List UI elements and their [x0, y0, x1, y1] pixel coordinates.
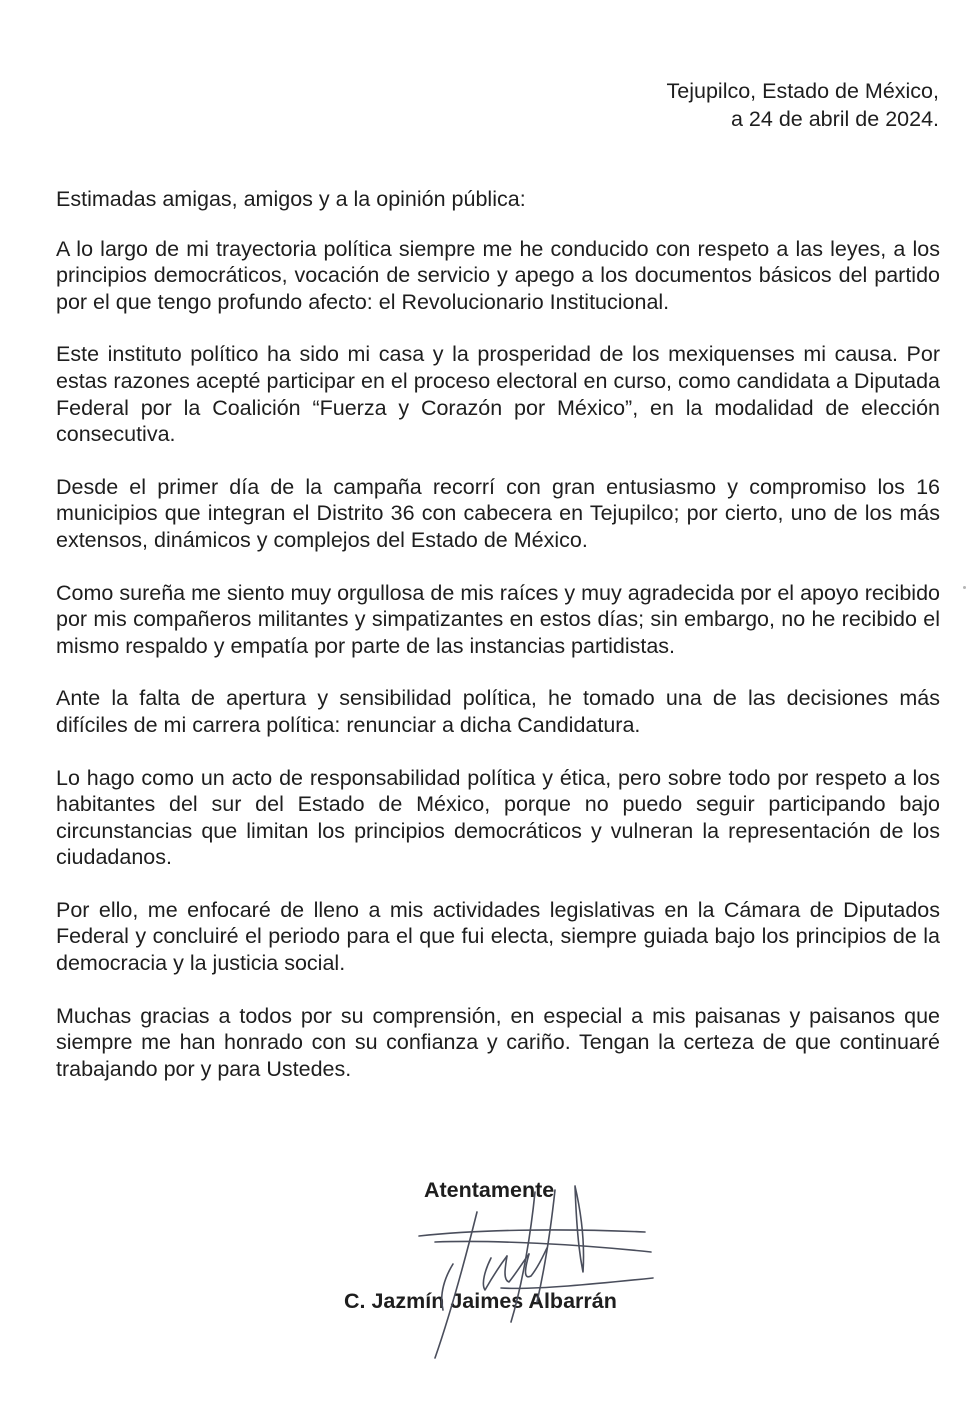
paragraph-5: Ante la falta de apertura y sensibilidad política, he tomado una de las decisiones más difíciles de mi carrera política: renunciar a dicha Candidatura. — [56, 686, 940, 737]
closing: Atentamente — [424, 1178, 555, 1202]
place-line: Tejupilco, Estado de México, — [666, 79, 939, 103]
paragraph-3: Desde el primer día de la campaña recorrí con gran entusiasmo y compromiso los 16 municipios que integran el Distrito 36 con cabecera en Tejupilco; por cierto, uno de los más extensos, dinámicos y complejos del Estado de México. — [56, 474, 940, 552]
paragraph-2: Este instituto político ha sido mi casa y la prosperidad de los mexiquenses mi causa. Por estas razones acepté participar en el proceso electoral en curso, como candidata a Diputada Federal por la Coalición “Fuerza y Corazón por México”, en la modalidad de elección consecutiva. — [56, 342, 940, 447]
paragraph-1: A lo largo de mi trayectoria política siempre me he conducido con respeto a las leyes, a los principios democráticos, vocación de servicio y apego a los documentos básicos del partido por el que tengo profundo afecto: el Revolucionario Institucional. — [56, 236, 940, 314]
date-block — [667, 77, 939, 133]
date-line: a 24 de abril de 2024. — [731, 107, 939, 131]
signer-name: C. Jazmín Jaimes Albarrán — [344, 1289, 617, 1313]
paragraph-7: Por ello, me enfocaré de lleno a mis actividades legislativas en la Cámara de Diputados Federal y concluiré el periodo para el que fui electa, siempre guiada bajo los principios de la democracia y la justicia social. — [56, 897, 940, 976]
paragraph-6: Lo hago como un acto de responsabilidad política y ética, pero sobre todo por respeto a los habitantes del sur del Estado de México, porque no puedo seguir participando bajo circunstancias que limitan los principios democráticos y vulneran la representación de los ciudadanos. — [56, 765, 940, 870]
paragraph-4: Como sureña me siento muy orgullosa de mis raíces y muy agradecida por el apoyo recibido por mis compañeros militantes y simpatizantes en estos días; sin embargo, no he recibido el mismo respaldo y empatía por parte de las instancias partidistas. — [56, 580, 940, 658]
paper-speck — [963, 586, 966, 589]
paragraph-8: Muchas gracias a todos por su comprensión, en especial a mis paisanas y paisanos que siempre me han honrado con su confianza y cariño. Tengan la certeza de que continuaré trabajando por y para Ustedes. — [56, 1003, 940, 1081]
salutation: Estimadas amigas, amigos y a la opinión pública: — [56, 187, 526, 211]
letter-body — [56, 186, 940, 1108]
